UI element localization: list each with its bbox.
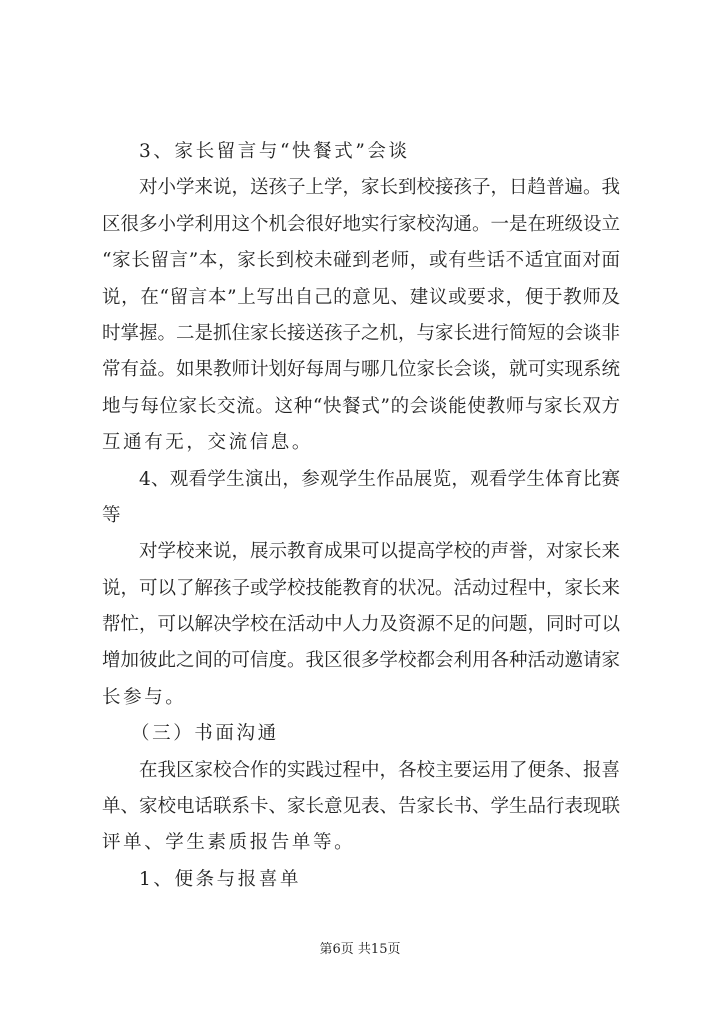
text-line: 4、观看学生演出，参观学生作品展览，观看学生体育比赛 bbox=[139, 468, 620, 490]
text-line: 在我区家校合作的实践过程中，各校主要运用了便条、报喜 bbox=[139, 759, 621, 781]
text-line: 1、便条与报喜单 bbox=[139, 868, 302, 890]
subheading bbox=[102, 462, 620, 535]
text-line: 时掌握。二是抓住家长接送孩子之机，与家长进行简短的会谈非 bbox=[102, 322, 621, 344]
text-line: 等 bbox=[102, 504, 124, 526]
paragraph bbox=[102, 534, 620, 716]
text-line: 3、家长留言与“快餐式”会谈 bbox=[139, 141, 410, 162]
text-line: 对小学来说，送孩子上学，家长到校接孩子，日趋普遍。我 bbox=[139, 177, 621, 199]
text-line: 地与每位家长交流。这种“快餐式”的会谈能使教师与家长双方 bbox=[102, 395, 620, 417]
text-line: 评单、学生素质报告单等。 bbox=[102, 832, 356, 854]
text-line: 说，可以了解孩子或学校技能教育的状况。活动过程中，家长来 bbox=[102, 577, 621, 599]
page-footer: 第6页 共15页 bbox=[319, 942, 401, 957]
paragraph bbox=[102, 753, 620, 862]
text-line: 帮忙，可以解决学校在活动中人力及资源不足的问题，同时可以 bbox=[102, 614, 621, 636]
text-line: 对学校来说，展示教育成果可以提高学校的声誉，对家长来 bbox=[139, 541, 621, 563]
subheading bbox=[102, 134, 620, 170]
text-line: 说，在“留言本”上写出自己的意见、建议或要求，便于教师及 bbox=[102, 286, 620, 308]
text-line: 长参与。 bbox=[102, 686, 187, 708]
text-line: 增加彼此之间的可信度。我区很多学校都会利用各种活动邀请家 bbox=[102, 650, 621, 672]
text-line: 互通有无，交流信息。 bbox=[102, 432, 314, 454]
section-heading bbox=[102, 716, 620, 752]
text-line: “家长留言”本，家长到校未碰到老师，或有些话不适宜面对面 bbox=[102, 250, 620, 272]
document-body bbox=[102, 134, 620, 898]
subheading bbox=[102, 862, 620, 898]
text-line: 区很多小学利用这个机会很好地实行家校沟通。一是在班级设立 bbox=[102, 213, 621, 235]
text-line: 常有益。如果教师计划好每周与哪几位家长会谈，就可实现系统 bbox=[102, 359, 621, 381]
text-line: 单、家校电话联系卡、家长意见表、告家长书、学生品行表现联 bbox=[102, 796, 621, 818]
text-line: （三）书面沟通 bbox=[131, 723, 279, 745]
paragraph bbox=[102, 170, 620, 461]
